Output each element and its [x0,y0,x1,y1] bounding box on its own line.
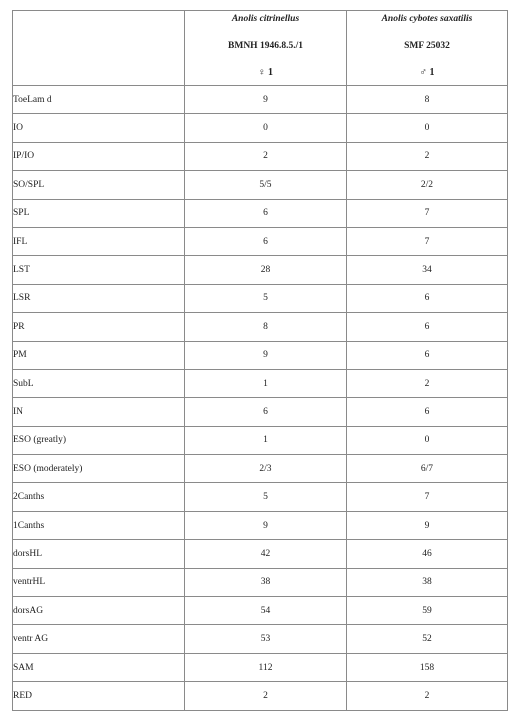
table-row [13,568,508,596]
citrinellus-value: 2/3 [185,455,347,483]
citrinellus-value: 28 [185,256,347,284]
table-row [13,86,508,114]
species-name: Anolis cybotes saxatilis [381,14,473,24]
saxatilis-value: 2/2 [347,171,508,199]
table-row [13,398,508,426]
row-label: ESO (greatly) [13,426,185,454]
saxatilis-value: 59 [347,597,508,625]
saxatilis-value: 7 [347,199,508,227]
specimen-scale-table [12,10,508,711]
saxatilis-value: 158 [347,653,508,681]
row-label: ventr AG [13,625,185,653]
row-label: 1Canths [13,511,185,539]
citrinellus-value: 8 [185,313,347,341]
saxatilis-value: 6 [347,398,508,426]
citrinellus-value: 2 [185,682,347,710]
saxatilis-value: 8 [347,86,508,114]
citrinellus-value: 5/5 [185,171,347,199]
citrinellus-value: 9 [185,86,347,114]
table-body [13,11,508,711]
sex-count [347,67,507,78]
row-label: PM [13,341,185,369]
saxatilis-value: 2 [347,142,508,170]
citrinellus-value: 9 [185,511,347,539]
row-label: SPL [13,199,185,227]
saxatilis-value: 52 [347,625,508,653]
table-row [13,341,508,369]
specimen-id: BMNH 1946.8.5./1 [228,41,303,51]
saxatilis-value: 38 [347,568,508,596]
table-row [13,227,508,255]
species-name: Anolis citrinellus [231,14,300,24]
row-label: IP/IO [13,142,185,170]
row-label: dorsAG [13,597,185,625]
row-label: ventrHL [13,568,185,596]
row-label: dorsHL [13,540,185,568]
table-row [13,511,508,539]
citrinellus-value: 5 [185,284,347,312]
citrinellus-value: 42 [185,540,347,568]
header-blank-cell [13,11,185,86]
citrinellus-value: 2 [185,142,347,170]
citrinellus-value: 0 [185,114,347,142]
table-row [13,625,508,653]
saxatilis-value: 2 [347,682,508,710]
table-row [13,171,508,199]
count-value: 1 [268,67,273,78]
saxatilis-value: 0 [347,426,508,454]
saxatilis-value: 2 [347,369,508,397]
saxatilis-value: 46 [347,540,508,568]
table-row [13,540,508,568]
row-label: SubL [13,369,185,397]
row-label: SO/SPL [13,171,185,199]
header-cell-citrinellus [185,11,347,86]
table-row [13,369,508,397]
citrinellus-value: 6 [185,227,347,255]
row-label: LSR [13,284,185,312]
citrinellus-value: 6 [185,398,347,426]
sex-count [185,67,346,78]
female-symbol-icon: ♀ [258,67,266,78]
citrinellus-value: 53 [185,625,347,653]
table-row [13,682,508,710]
row-label: ESO (moderately) [13,455,185,483]
row-label: 2Canths [13,483,185,511]
table-row [13,653,508,681]
table-row [13,256,508,284]
table-row [13,483,508,511]
saxatilis-value: 7 [347,483,508,511]
citrinellus-value: 112 [185,653,347,681]
row-label: PR [13,313,185,341]
saxatilis-value: 6 [347,284,508,312]
table-row [13,455,508,483]
specimen-id: SMF 25032 [404,41,450,51]
row-label: ToeLam d [13,86,185,114]
table-header-row [13,11,508,86]
citrinellus-value: 38 [185,568,347,596]
table-row [13,597,508,625]
citrinellus-value: 6 [185,199,347,227]
citrinellus-value: 9 [185,341,347,369]
saxatilis-value: 6 [347,313,508,341]
male-symbol-icon: ♂ [419,67,427,78]
row-label: IO [13,114,185,142]
table-row [13,284,508,312]
row-label: IFL [13,227,185,255]
table-row [13,426,508,454]
citrinellus-value: 5 [185,483,347,511]
saxatilis-value: 9 [347,511,508,539]
saxatilis-value: 34 [347,256,508,284]
table-row [13,199,508,227]
saxatilis-value: 6/7 [347,455,508,483]
saxatilis-value: 0 [347,114,508,142]
citrinellus-value: 54 [185,597,347,625]
table-row [13,142,508,170]
table-row [13,114,508,142]
row-label: RED [13,682,185,710]
citrinellus-value: 1 [185,369,347,397]
row-label: SAM [13,653,185,681]
saxatilis-value: 6 [347,341,508,369]
row-label: LST [13,256,185,284]
citrinellus-value: 1 [185,426,347,454]
table-row [13,313,508,341]
saxatilis-value: 7 [347,227,508,255]
row-label: IN [13,398,185,426]
header-cell-saxatilis [347,11,508,86]
count-value: 1 [429,67,435,78]
